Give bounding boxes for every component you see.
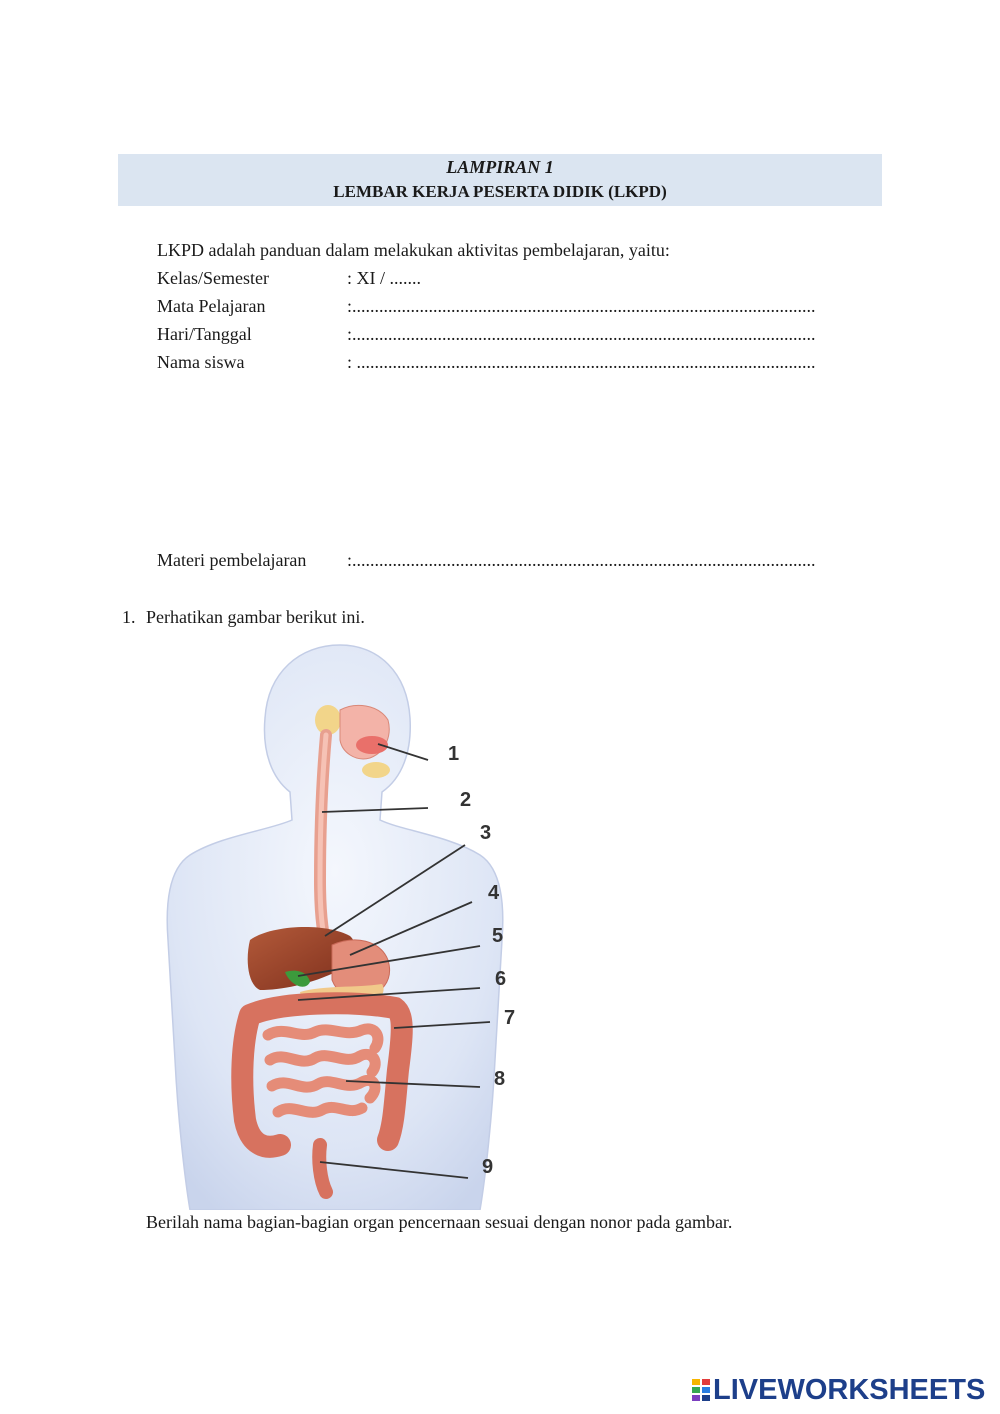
brand-logo[interactable]	[692, 1372, 985, 1408]
callout-5: 5	[492, 925, 504, 947]
instruction-text: Berilah nama bagian-bagian organ pencernaan sesuai dengan nonor pada gambar.	[146, 1212, 733, 1232]
field-label-materi: Materi pembelajaran	[157, 550, 307, 570]
field-value-kelas[interactable]: : XI / .......	[347, 268, 421, 288]
field-value-mapel[interactable]: :.......................................................................................................	[347, 296, 816, 316]
callout-3: 3	[480, 822, 492, 844]
callout-2: 2	[460, 789, 472, 811]
callout-8: 8	[494, 1068, 506, 1090]
field-value-nama[interactable]: : ......................................................................................................	[347, 352, 816, 372]
question-number: 1.	[122, 607, 136, 627]
field-label-mapel: Mata Pelajaran	[157, 296, 266, 316]
field-label-nama: Nama siswa	[157, 352, 245, 372]
callout-9: 9	[482, 1156, 494, 1178]
callout-4: 4	[488, 882, 500, 904]
field-label-kelas: Kelas/Semester	[157, 268, 269, 288]
question-text: Perhatikan gambar berikut ini.	[146, 607, 365, 627]
field-value-materi[interactable]: :.......................................................................................................	[347, 550, 816, 570]
header-band	[118, 154, 882, 206]
brand-name: LIVEWORKSHEETS	[713, 1373, 986, 1406]
field-label-tanggal: Hari/Tanggal	[157, 324, 252, 344]
digestive-system-figure	[150, 640, 530, 1215]
intro-text: LKPD adalah panduan dalam melakukan aktivitas pembelajaran, yaitu:	[157, 240, 670, 260]
callout-7: 7	[504, 1007, 516, 1029]
callout-6: 6	[495, 968, 507, 990]
field-value-tanggal[interactable]: :.......................................................................................................	[347, 324, 816, 344]
digestive-system-illustration	[150, 640, 530, 1210]
page-title: LAMPIRAN 1	[446, 157, 554, 177]
page-subtitle: LEMBAR KERJA PESERTA DIDIK (LKPD)	[333, 182, 667, 201]
liveworksheets-logo-icon	[692, 1379, 710, 1401]
callout-1: 1	[448, 743, 460, 765]
